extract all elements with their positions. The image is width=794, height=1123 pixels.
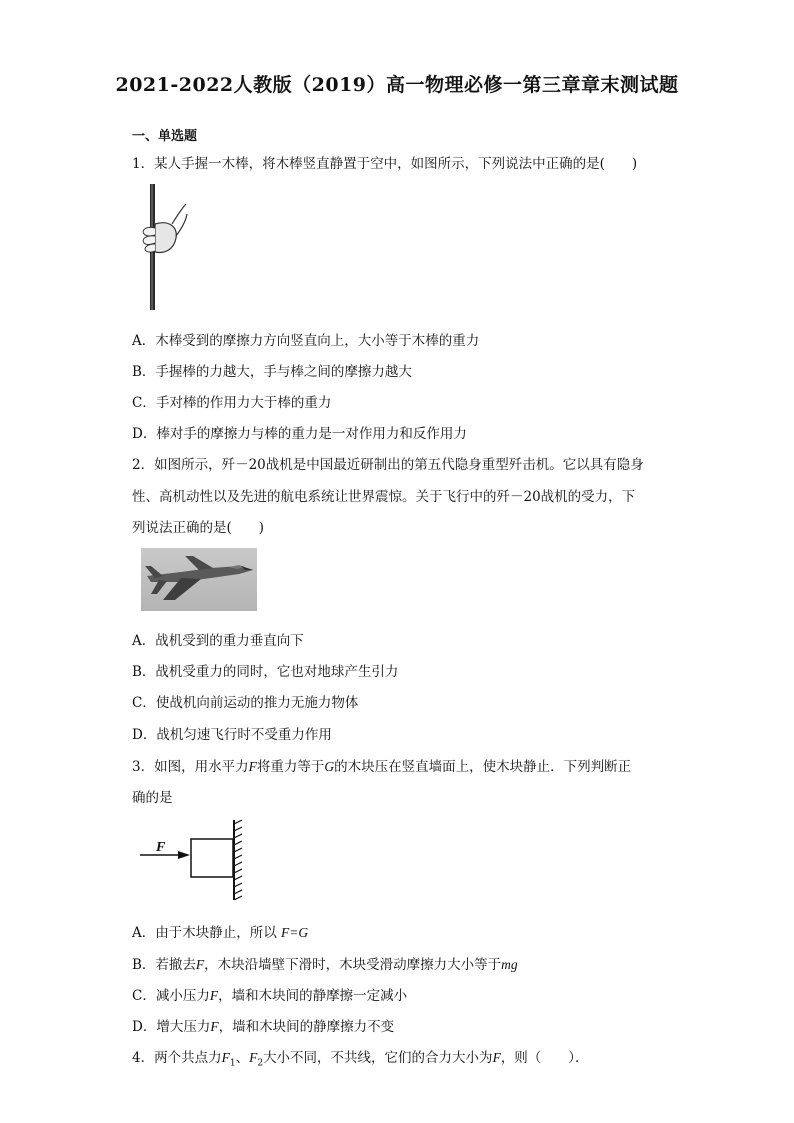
question-1-stem: 1．某人手握一木棒，将木棒竖直静置于空中，如图所示，下列说法中正确的是( ): [132, 156, 638, 172]
page-title: 2021-2022人教版（2019）高一物理必修一第三章章末测试题: [115, 74, 679, 96]
question-3-stem-line-2: 确的是: [132, 790, 173, 806]
question-3-option-a: A．由于木块静止，所以 F=G: [132, 925, 309, 941]
question-1-option-a: A．木棒受到的摩擦力方向竖直向上，大小等于木棒的重力: [132, 333, 480, 349]
section-heading: 一、单选题: [132, 129, 198, 144]
hand: [155, 223, 176, 253]
question-3-option-d: D．增大压力F，墙和木块间的静摩擦力不变: [132, 1019, 395, 1035]
force-label: F: [156, 840, 166, 855]
question-3-stem-line-1: 3．如图，用水平力F将重力等于G的木块压在竖直墙面上，使木块静止．下列判断正: [132, 759, 632, 775]
question-2-stem-line-3: 列说法正确的是( ): [132, 520, 265, 536]
question-2-option-b: B．战机受重力的同时，它也对地球产生引力: [132, 664, 399, 680]
block-against-wall-figure: [138, 820, 250, 900]
question-2-option-d: D．战机匀速飞行时不受重力作用: [132, 727, 332, 743]
question-1-option-b: B．手握棒的力越大，手与棒之间的摩擦力越大: [132, 364, 412, 380]
question-3-option-b: B．若撤去F，木块沿墙壁下滑时，木块受滑动摩擦力大小等于mg: [132, 957, 518, 973]
question-1-option-c: C．手对棒的作用力大于棒的重力: [132, 395, 332, 411]
question-2-option-a: A．战机受到的重力垂直向下: [132, 633, 304, 649]
arrow-head: [178, 851, 190, 859]
question-4-stem: 4．两个共点力$F_1$、$F_2$大小不同，不共线，它们的合力大小为F，则（ ）．: [132, 1050, 589, 1069]
question-3-option-c: C．减小压力F，墙和木块间的静摩擦一定减小: [132, 988, 408, 1004]
wood-block: [191, 839, 233, 877]
fighter-jet-photo: [141, 548, 257, 611]
question-1-option-d: D．棒对手的摩擦力与棒的重力是一对作用力和反作用力: [132, 426, 467, 442]
hand-holding-rod-figure: [138, 184, 188, 312]
wall-hatching: [234, 820, 242, 900]
question-2-stem-line-1: 2．如图所示，歼－20战机是中国最近研制出的第五代隐身重型歼击机。它以具有隐身: [132, 457, 644, 473]
question-2-option-c: C．使战机向前运动的推力无施力物体: [132, 695, 359, 711]
question-2-stem-line-2: 性、高机动性以及先进的航电系统让世界震惊。关于飞行中的歼－20战机的受力，下: [132, 489, 636, 505]
